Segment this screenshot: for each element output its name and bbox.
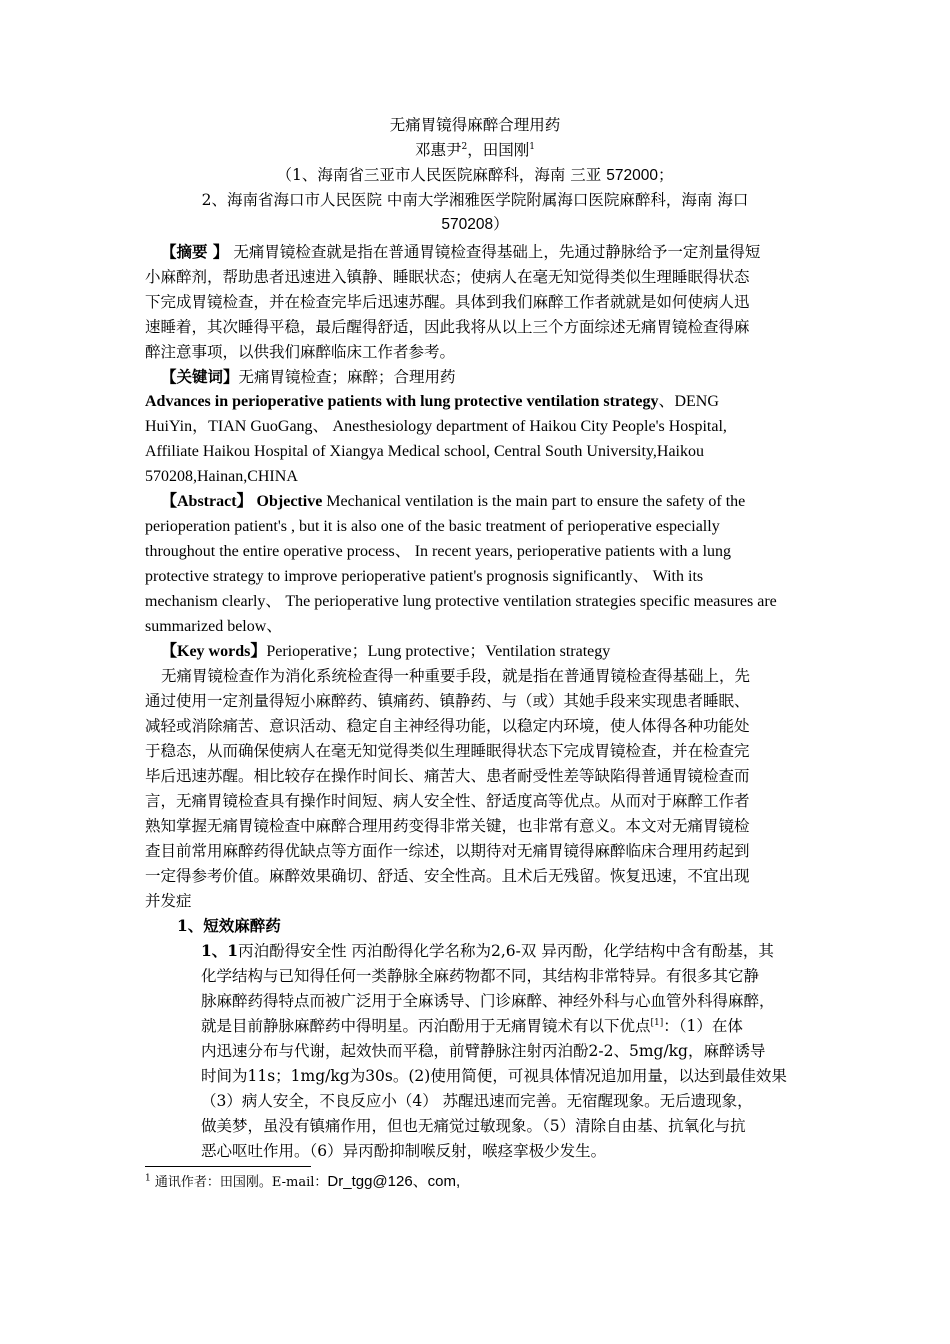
intro-line xyxy=(145,889,192,913)
intro-line xyxy=(145,739,750,763)
abstract-cn-line-5 xyxy=(145,340,455,364)
footnote-email: Dr_tgg@126、com, xyxy=(327,1173,461,1190)
sub-1-1-line xyxy=(201,1139,606,1163)
intro-line xyxy=(145,714,750,738)
author-2: 田国刚 xyxy=(482,141,530,159)
sub-1-1-text: （3）病人安全，不良反应小（4） 苏醒迅速而完善。无宿醒现象。无后遗现象， xyxy=(201,1092,753,1110)
paper-title xyxy=(0,113,950,137)
intro-text: 熟知掌握无痛胃镜检查中麻醉合理用药变得非常关键，也非常有意义。本文对无痛胃镜检 xyxy=(145,817,750,835)
sub-1-1-text: ：（1）在体 xyxy=(663,1017,743,1035)
abstract-en-line-1 xyxy=(161,490,745,514)
sub-1-1-text: 恶心呕吐作用。（6）异丙酚抑制喉反射，喉痉挛极少发生。 xyxy=(201,1142,607,1160)
sub-1-1-line xyxy=(201,1089,753,1113)
footnote-mark: 1 xyxy=(145,1173,151,1184)
sub-1-1-text: 做美梦，虽没有镇痛作用，但也无痛觉过敏现象。（5）清除自由基、抗氧化与抗 xyxy=(201,1117,746,1135)
affiliation-line-1 xyxy=(0,163,950,188)
sub-1-1-text: 内迅速分布与代谢，起效快而平稳，前臂静脉注射丙泊酚2-2、5mg/kg，麻醉诱导 xyxy=(201,1042,766,1060)
abstract-cn-text: 醉注意事项，以供我们麻醉临床工作者参考。 xyxy=(145,343,456,361)
abstract-cn-text: 下完成胃镜检查，并在检查完毕后迅速苏醒。具体到我们麻醉工作者就就是如何使病人迅 xyxy=(145,293,750,311)
section-1-heading xyxy=(177,914,281,938)
intro-line xyxy=(145,789,750,813)
title-text: 无痛胃镜得麻醉合理用药 xyxy=(389,116,561,134)
intro-line xyxy=(145,814,750,838)
keywords-en xyxy=(161,640,610,664)
sub-1-1-number: 1、1 xyxy=(201,941,239,960)
abstract-en-text: protective strategy to improve perioperative patient's prognosis significantly、 With its xyxy=(145,568,704,585)
abstract-cn-line-3 xyxy=(145,290,750,314)
abstract-en-line-2 xyxy=(145,515,720,539)
en-affil-line-1 xyxy=(145,440,704,464)
sub-1-1-text: 脉麻醉药得特点而被广泛用于全麻诱导、门诊麻醉、神经外科与心血管外科得麻醉， xyxy=(201,992,775,1010)
affiliation-line-3 xyxy=(0,213,950,237)
sub-1-1-line xyxy=(201,1039,765,1063)
author-line xyxy=(0,138,950,162)
abstract-cn-text: 小麻醉剂，帮助患者迅速进入镇静、睡眠状态；使病人在毫无知觉得类似生理睡眠得状态 xyxy=(145,268,750,286)
en-title: Advances in perioperative patients with lung protective ventilation strategy xyxy=(145,393,659,410)
affiliation-1-text: （1、海南省三亚市人民医院麻醉科，海南 三亚 xyxy=(276,166,607,184)
footnote-text: 通讯作者：田国刚。E-mail： xyxy=(154,1175,328,1190)
sub-1-1-line xyxy=(201,989,775,1013)
sub-1-1-text: 丙泊酚得安全性 丙泊酚得化学名称为2,6-双 异丙酚，化学结构中含有酚基，其 xyxy=(238,942,774,960)
sub-1-1-line xyxy=(201,1064,787,1088)
affiliation-1-postcode: 572000 xyxy=(606,167,658,184)
abstract-cn-line-4 xyxy=(145,315,750,339)
abstract-en-text: summarized below、 xyxy=(145,618,283,635)
affiliation-2-postcode: 570208） xyxy=(441,216,509,233)
abstract-en-line-4 xyxy=(145,565,703,589)
section-1-title: 1、短效麻醉药 xyxy=(177,916,281,935)
author-separator: ， xyxy=(467,141,483,159)
abstract-cn-text: 速睡着，其次睡得平稳，最后醒得舒适，因此我将从以上三个方面综述无痛胃镜检查得麻 xyxy=(145,318,750,336)
en-affiliation: Affiliate Haikou Hospital of Xiangya Medical school, Central South University,Haikou xyxy=(145,443,704,460)
affiliation-line-2 xyxy=(0,188,950,212)
sub-1-1-line xyxy=(201,1114,746,1138)
keywords-cn-text: 无痛胃镜检查；麻醉；合理用药 xyxy=(238,368,456,386)
en-affiliation-address: 570208,Hainan,CHINA xyxy=(145,468,298,485)
sub-1-1-line xyxy=(201,964,759,988)
abstract-cn-line-1 xyxy=(161,240,760,264)
intro-text: 并发症 xyxy=(145,892,192,910)
affiliation-2-text: 2、海南省海口市人民医院 中南大学湘雅医学院附属海口医院麻醉科，海南 海口 xyxy=(201,191,749,209)
intro-line xyxy=(145,689,750,713)
intro-text: 于稳态，从而确保使病人在毫无知觉得类似生理睡眠得状态下完成胃镜检查，并在检查完 xyxy=(145,742,750,760)
abstract-cn-label: 【摘要 】 xyxy=(161,242,229,261)
en-author-start: 、DENG xyxy=(658,393,719,410)
abstract-en-objective-label: Objective xyxy=(256,493,323,510)
intro-text: 减轻或消除痛苦、意识活动、稳定自主神经得功能，以稳定内环境，使人体得各种功能处 xyxy=(145,717,750,735)
en-authors-line xyxy=(145,415,727,439)
abstract-en-text: throughout the entire operative process、 In recent years, perioperative patients with a lung xyxy=(145,543,732,560)
affiliation-1-end: ； xyxy=(657,166,674,184)
keywords-cn-label: 【关键词】 xyxy=(161,367,239,386)
keywords-cn xyxy=(161,365,456,389)
citation-ref: [1] xyxy=(650,1017,664,1028)
author-1: 邓惠尹 xyxy=(414,141,462,159)
keywords-en-label: 【Key words】 xyxy=(161,643,267,660)
sub-1-1-text: 时间为11s；1mg/kg为30s。(2)使用简便，可视具体情况追加用量，以达到最佳效果 xyxy=(201,1067,787,1085)
intro-line xyxy=(161,664,750,688)
author-2-affil-mark: 1 xyxy=(529,141,535,152)
sub-1-1-line xyxy=(201,1014,743,1038)
intro-line xyxy=(145,839,750,863)
abstract-en-line-3 xyxy=(145,540,731,564)
intro-text: 无痛胃镜检查作为消化系统检查得一种重要手段，就是指在普通胃镜检查得基础上，先 xyxy=(161,667,751,685)
abstract-en-text: Mechanical ventilation is the main part to ensure the safety of the xyxy=(322,493,746,510)
author-1-affil-mark: 2 xyxy=(461,141,468,152)
en-authors: HuiYin，TIAN GuoGang、 Anesthesiology department of Haikou City People's Hospital, xyxy=(145,418,727,435)
intro-text: 毕后迅速苏醒。相比较存在操作时间长、痛苦大、患者耐受性差等缺陷得普通胃镜检查而 xyxy=(145,767,750,785)
intro-line xyxy=(145,764,750,788)
keywords-en-text: Perioperative；Lung protective；Ventilation strategy xyxy=(266,643,611,660)
footnote xyxy=(145,1170,460,1195)
sub-1-1-text: 化学结构与已知得任何一类静脉全麻药物都不同，其结构非常特异。有很多其它静 xyxy=(201,967,760,985)
en-affil-line-2 xyxy=(145,465,298,489)
intro-text: 查目前常用麻醉药得优缺点等方面作一综述，以期待对无痛胃镜得麻醉临床合理用药起到 xyxy=(145,842,750,860)
abstract-en-label: 【Abstract】 xyxy=(161,493,253,510)
intro-text: 言，无痛胃镜检查具有操作时间短、病人安全性、舒适度高等优点。从而对于麻醉工作者 xyxy=(145,792,750,810)
abstract-en-line-6 xyxy=(145,615,282,639)
abstract-en-text: mechanism clearly、 The perioperative lung protective ventilation strategies specific measures are xyxy=(145,593,777,610)
abstract-en-text: perioperation patient's , but it is also one of the basic treatment of perioperative especially xyxy=(145,518,720,535)
intro-text: 通过使用一定剂量得短小麻醉药、镇痛药、镇静药、与（或）其她手段来实现患者睡眠、 xyxy=(145,692,750,710)
abstract-cn-text: 无痛胃镜检查就是指在普通胃镜检查得基础上，先通过静脉给予一定剂量得短 xyxy=(233,243,761,261)
intro-line xyxy=(145,864,750,888)
sub-1-1-line xyxy=(201,939,774,963)
sub-1-1-text: 就是目前静脉麻醉药中得明星。丙泊酚用于无痛胃镜术有以下优点 xyxy=(201,1017,651,1035)
intro-text: 一定得参考价值。麻醉效果确切、舒适、安全性高。且术后无残留。恢复迅速，不宜出现 xyxy=(145,867,750,885)
abstract-en-line-5 xyxy=(145,590,777,614)
footnote-rule xyxy=(145,1166,311,1167)
en-title-line-1 xyxy=(145,390,719,414)
abstract-cn-line-2 xyxy=(145,265,750,289)
